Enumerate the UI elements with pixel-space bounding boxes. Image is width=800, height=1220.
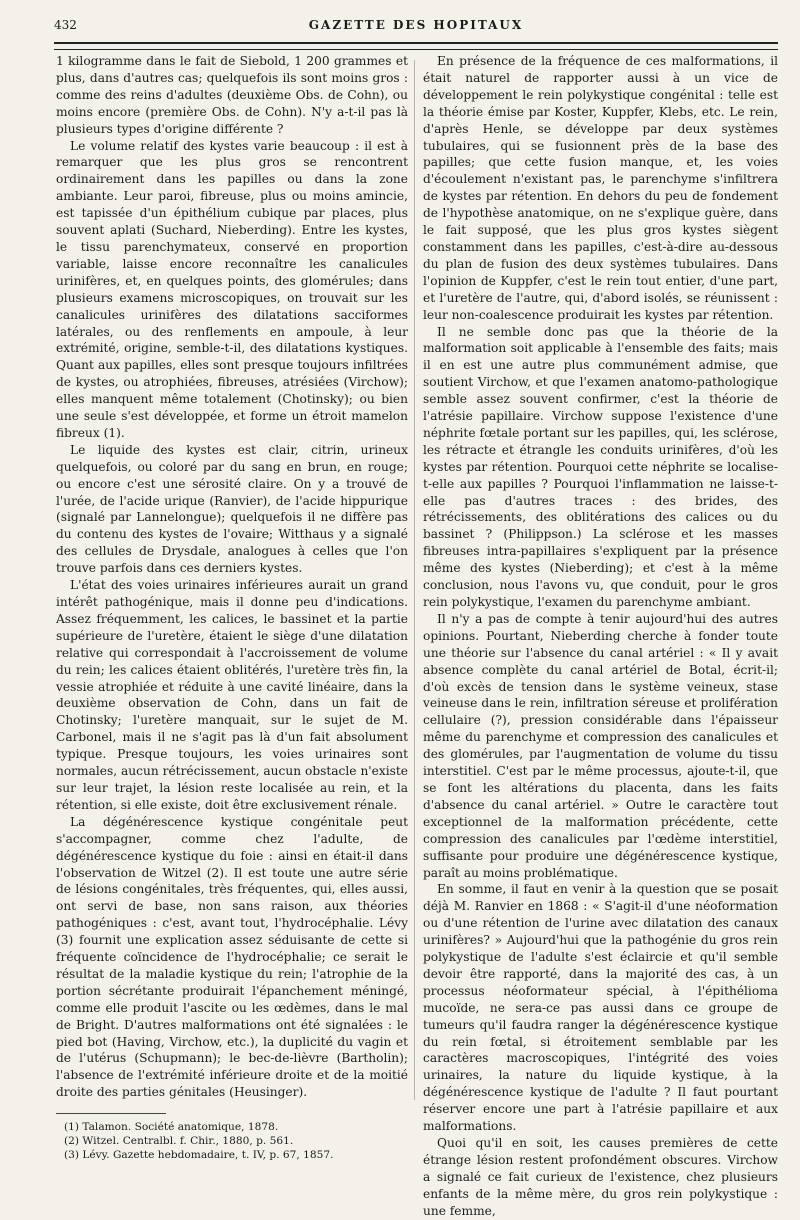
footnote: (1) Talamon. Société anatomique, 1878. [64, 1121, 279, 1134]
running-title: GAZETTE DES HOPITAUX [308, 18, 524, 32]
paragraph: Quoi qu'il en soit, les causes premières de cette étrange lésion restent profondément obscures. Virchow a signalé ce fait curieux de l'existence, chez plusieurs enfants de la même mère, du gros rein polykystique : une femme, [423, 1136, 778, 1218]
column-divider [414, 60, 415, 1100]
footnotes [56, 1120, 408, 1162]
page-number: 432 [54, 18, 77, 32]
right-paragraphs [423, 53, 778, 1220]
paragraph: Il ne semble donc pas que la théorie de la malformation soit applicable à l'ensemble des faits; mais il en est une autre plus communément admise, que soutient Virchow, et que l'examen anatomo-pathologique semble assez souvent confirmer, c'est la théorie de l'atrésie papillaire. Virchow suppose l'existence d'une néphrite fœtale portant sur les papilles, qui, les sclérose, les rétracte et étrangle les conduits urinifères, d'où les kystes par rétention. Pourquoi cette néphrite se localise-t-elle aux papilles ? Pourquoi l'inflammation ne laisse-t-elle pas d'autres traces : des brides, des rétrécissements, des oblitérations des calices ou du bassinet ? (Philippson.) La sclérose et les masses fibreuses intra-papillaires s'expliquent par la présence même des kystes (Nieberding); et c'est à la même conclusion, nous l'avons vu, que conduit, pour le gros rein polykystique, l'examen du parenchyme ambiant. [423, 324, 778, 609]
footnote-rule [56, 1113, 166, 1114]
paragraph: En présence de la fréquence de ces malformations, il était naturel de rapporter aussi à un vice de développement le rein polykystique congénital : telle est la théorie émise par Koster, Kuppfer, Klebs, etc. Le rein, d'après Henle, se développe par deux systèmes tubulaires, qui se fusionnent près de la base des papilles; que cette fusion manque, et, les voies d'écoulement n'existant pas, le parenchyme s'infiltrera de kystes par rétention. En dehors du peu de fondement de l'hypothèse anatomique, on ne s'explique guère, dans le fait supposé, que les plus gros kystes siègent constamment dans les papilles, c'est-à-dire au-dessous du plan de fusion des deux systèmes tubulaires. Dans l'opinion de Kuppfer, c'est le rein tout entier, d'une part, et l'uretère de l'autre, qui, d'abord isolés, se réunissent : leur non-coalescence produirait les kystes par rétention. [423, 54, 778, 322]
paragraph: Le volume relatif des kystes varie beaucoup : il est à remarquer que les plus gros se rencontrent ordinairement dans les papilles ou dans la zone ambiante. Leur paroi, fibreuse, plus ou moins amincie, est tapissée d'un épithélium cubique par places, plus souvent aplati (Suchard, Nieberding). Entre les kystes, le tissu parenchymateux, conservé en proportion variable, laisse encore reconnaître les canalicules urinifères, et, en quelques points, des glomérules; dans plusieurs examens microscopiques, on trouvait sur les canalicules urinifères des dilatations sacciformes latérales, ou des renflements en ampoule, à leur extrémité, origine, semble-t-il, des dilatations kystiques. Quant aux papilles, elles sont presque toujours infiltrées de kystes, ou atrophiées, fibreuses, atrésiées (Virchow); elles manquent même totalement (Chotinsky); ou bien une seule s'est développée, et forme un étroit mamelon fibreux (1). [56, 138, 408, 440]
paragraph: Il n'y a pas de compte à tenir aujourd'hui des autres opinions. Pourtant, Nieberding cherche à fonder toute une théorie sur l'absence du canal artériel : « Il y avait absence complète du canal artériel de Botal, écrit-il; d'où excès de tension dans le système veineux, stase veineuse dans le rein, infiltration séreuse et prolifération cellulaire (?), pression considérable dans l'épaisseur même du parenchyme et compression des canalicules et des glomérules, par l'augmentation de volume du tissu interstitiel. C'est par le même processus, ajoute-t-il, que se font les altérations du placenta, dans les faits d'absence du canal artériel. » Outre le caractère tout exceptionnel de la malformation précédente, cette compression des canalicules par l'œdème interstitiel, suffisante pour produire une dégénérescence kystique, paraît au moins problématique. [423, 611, 778, 880]
paragraph: En somme, il faut en venir à la question que se posait déjà M. Ranvier en 1868 : « S'agit-il d'une néoformation ou d'une rétention de l'urine avec dilatation des canaux urinifères? » Aujourd'hui que la pathogénie du gros rein polykystique de l'adulte s'est éclaircie et qu'il semble devoir être rapporté, dans la majorité des cas, à un processus néoformateur spécial, à l'épithélioma mucoïde, ne sera-ce pas aussi dans ce groupe de tumeurs qu'il faudra ranger la dégénérescence kystique du rein fœtal, si étroitement semblable par les caractères macroscopiques, l'intégrité des voies urinaires, la nature du liquide kystique, à la dégénérescence kystique de l'adulte ? Il faut pourtant réserver encore une part à l'atrésie papillaire et aux malformations. [423, 882, 778, 1134]
paragraph: 1 kilogramme dans le fait de Siebold, 1 200 grammes et plus, dans d'autres cas; quelquefois ils sont moins gros : comme des reins d'adultes (deuxième Obs. de Cohn), ou moins encore (première Obs. de Cohn). N'y a-t-il pas là plusieurs types d'origine différente ? [56, 54, 408, 136]
footnote: (3) Lévy. Gazette hebdomadaire, t. IV, p. 67, 1857. [64, 1149, 334, 1162]
right-column [423, 53, 778, 1220]
left-column [56, 53, 408, 1162]
left-paragraphs [56, 53, 408, 1101]
page-header [54, 18, 778, 38]
paragraph: L'état des voies urinaires inférieures aurait un grand intérêt pathogénique, mais il donne peu d'indications. Assez fréquemment, les calices, le bassinet et la partie supérieure de l'uretère, étaient le siège d'une dilatation relative qui correspondait à l'accroissement de volume du rein; les calices étaient oblitérés, l'uretère très fin, la vessie atrophiée et réduite à une cavité linéaire, dans la deuxième observation de Cohn, dans un fait de Chotinsky; l'uretère manquait, sur le sujet de M. Carbonel, mais il ne s'agit pas là d'un fait absolument typique. Presque toujours, les voies urinaires sont normales, aucun rétrécissement, aucun obstacle n'existe sur leur trajet, la lésion reste localisée au rein, et la rétention, si elle existe, doit être exclusivement rénale. [56, 578, 408, 812]
paragraph: La dégénérescence kystique congénitale peut s'accompagner, comme chez l'adulte, de dégénérescence kystique du foie : ainsi en était-il dans l'observation de Witzel (2). Il est toute une autre série de lésions congénitales, très fréquentes, qui, elles aussi, ont servi de base, non sans raison, aux théories pathogéniques : c'est, avant tout, l'hydrocéphalie. Lévy (3) fournit une explication assez séduisante de cette si fréquente coïncidence de l'hydrocéphalie; ce serait le résultat de la maladie kystique du rein; l'atrophie de la portion sécrétante produirait l'épanchement méningé, comme elle produit l'ascite ou les œdèmes, dans le mal de Bright. D'autres malformations ont été signalées : le pied bot (Having, Virchow, etc.), la duplicité du vagin et de l'utérus (Schupmann); le bec-de-lièvre (Bartholin); l'absence de l'extrémité inférieure droite et de la moitié droite des parties génitales (Heusinger). [56, 814, 408, 1100]
paragraph: Le liquide des kystes est clair, citrin, urineux quelquefois, ou coloré par du sang en brun, en rouge; ou encore c'est une sérosité claire. On y a trouvé de l'urée, de l'acide urique (Ranvier), de l'acide hippurique (signalé par Lannelongue); quelquefois il ne diffère pas du contenu des kystes de l'ovaire; Witthaus y a signalé des cellules de Drysdale, analogues à celles que l'on trouve parfois dans ces derniers kystes. [56, 442, 408, 576]
header-rule [54, 42, 778, 50]
footnote: (2) Witzel. Centralbl. f. Chir., 1880, p. 561. [64, 1135, 294, 1148]
